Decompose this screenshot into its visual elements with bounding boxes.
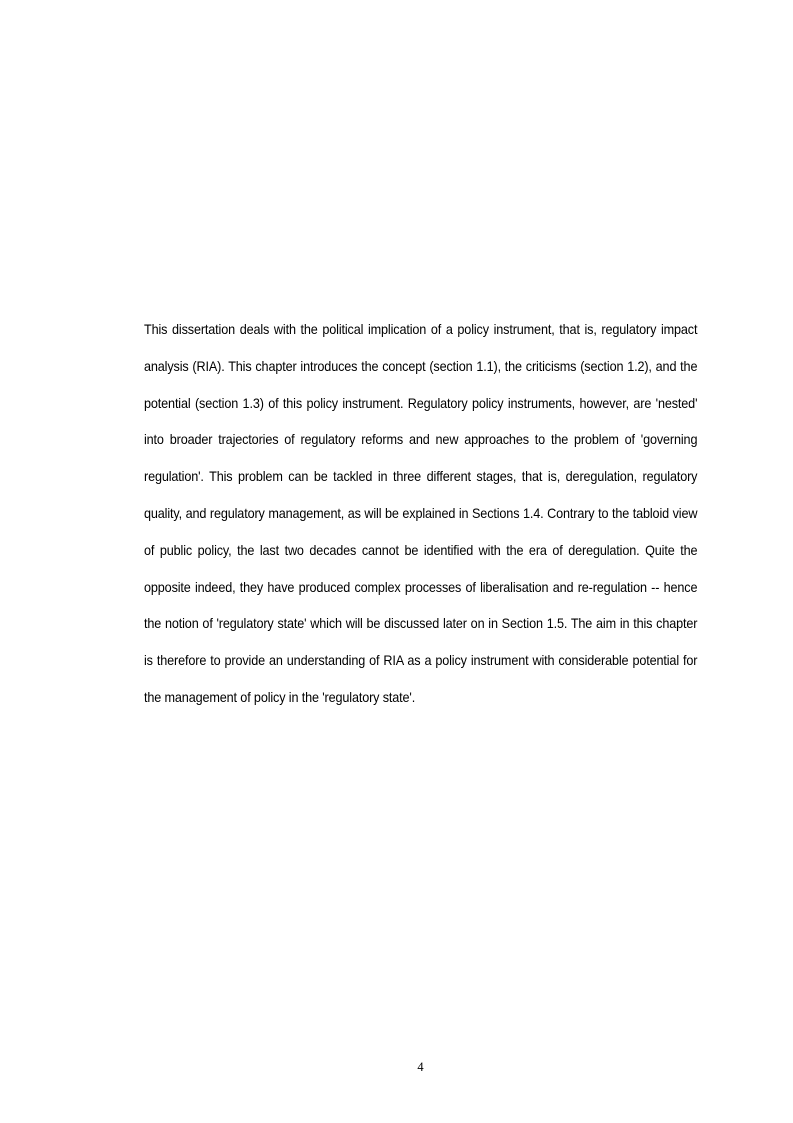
- body-paragraph: This dissertation deals with the political implication of a policy instrument, that is, regulatory impact analysis (RIA). This chapter introduces the concept (section 1.1), the criticisms (section 1.2), and the potential (section 1.3) of this policy instrument. Regulatory policy instruments, however, are 'nested' into broader trajectories of regulatory reforms and new approaches to the problem of 'governing regulation'. This problem can be tackled in three different stages, that is, deregulation, regulatory quality, and regulatory management, as will be explained in Sections 1.4. Contrary to the tabloid view of public policy, the last two decades cannot be identified with the era of deregulation. Quite the opposite indeed, they have produced complex processes of liberalisation and re-regulation -- hence the notion of 'regulatory state' which will be discussed later on in Section 1.5. The aim in this chapter is therefore to provide an understanding of RIA as a policy instrument with considerable potential for the management of policy in the 'regulatory state'.: [144, 322, 698, 705]
- page-number: 4: [417, 1060, 424, 1074]
